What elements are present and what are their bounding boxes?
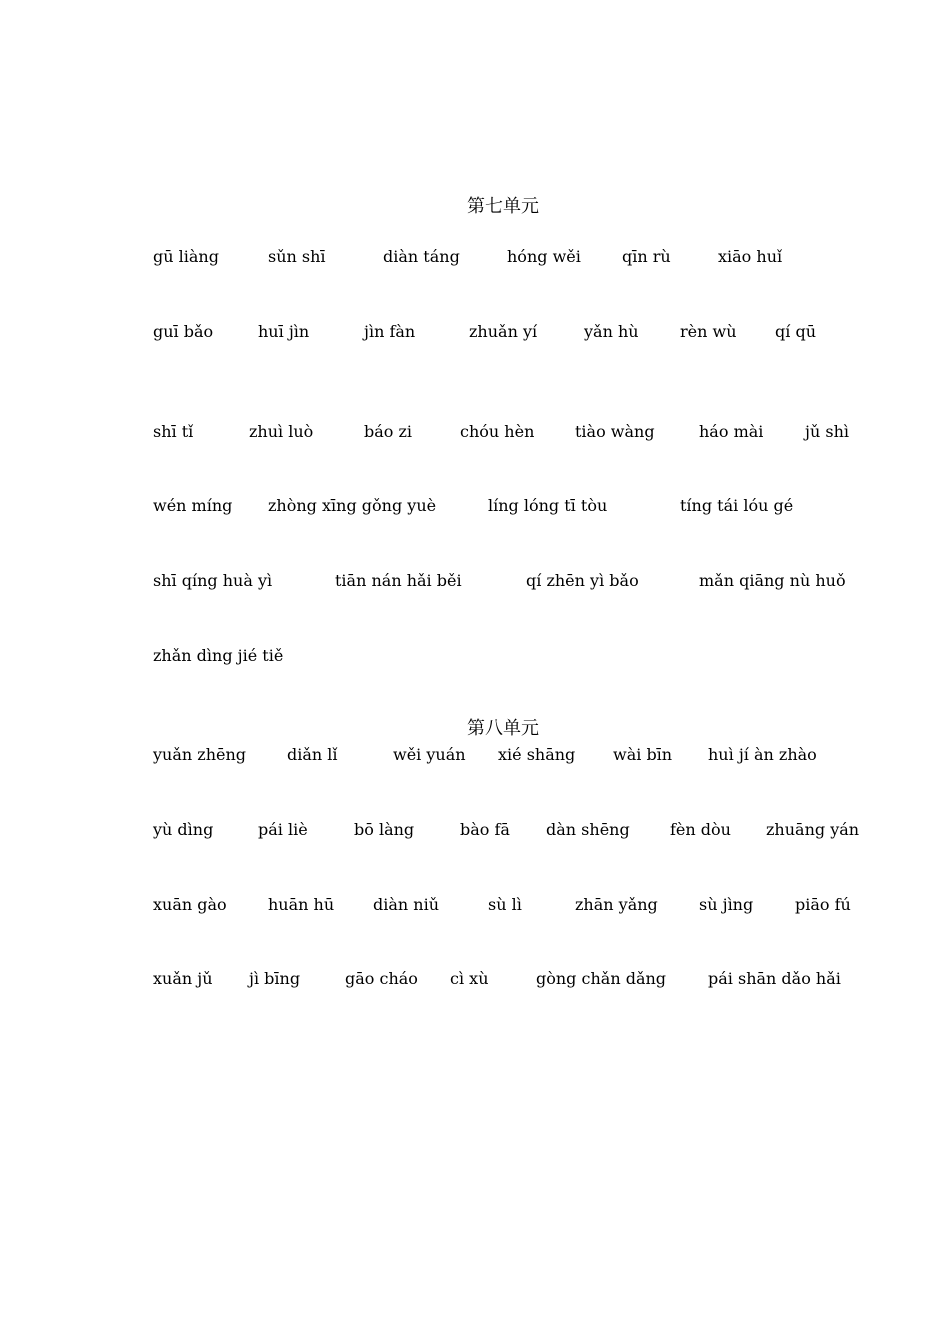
pinyin-word: xié shāng (498, 745, 576, 764)
pinyin-word: zhān yǎng (575, 895, 658, 914)
pinyin-word: zhòng xīng gǒng yuè (268, 496, 437, 515)
pinyin-word: yù dìng (153, 820, 214, 839)
pinyin-word: gū liàng (153, 247, 219, 266)
pinyin-word: zhuāng yán (766, 820, 860, 839)
pinyin-word: bō làng (354, 820, 415, 839)
pinyin-word: sǔn shī (268, 247, 326, 266)
pinyin-word: xuǎn jǔ (153, 969, 213, 988)
pinyin-word: tíng tái lóu gé (680, 496, 794, 515)
pinyin-word: báo zi (364, 422, 413, 441)
pinyin-word: jì bīng (249, 969, 301, 988)
pinyin-word: zhuì luò (249, 422, 314, 441)
pinyin-word: gòng chǎn dǎng (536, 969, 667, 988)
pinyin-word: tiào wàng (575, 422, 655, 441)
pinyin-word: mǎn qiāng nù huǒ (699, 571, 846, 590)
pinyin-word: cì xù (450, 969, 489, 988)
pinyin-word: huān hū (268, 895, 335, 914)
unit7-title: 第七单元 (467, 196, 539, 217)
pinyin-word: chóu hèn (460, 422, 535, 441)
pinyin-word: zhuǎn yí (469, 322, 538, 341)
pinyin-word: wěi yuán (393, 745, 466, 764)
pinyin-word: rèn wù (680, 322, 737, 341)
pinyin-word: yuǎn zhēng (153, 745, 247, 764)
pinyin-word: hóng wěi (507, 247, 581, 266)
pinyin-word: tiān nán hǎi běi (335, 571, 462, 590)
pinyin-word: jǔ shì (805, 422, 849, 441)
pinyin-word: guī bǎo (153, 322, 214, 341)
pinyin-word: xuān gào (153, 895, 227, 914)
pinyin-word: zhǎn dìng jié tiě (153, 646, 284, 665)
pinyin-word: wài bīn (613, 745, 673, 764)
pinyin-word: fèn dòu (670, 820, 731, 839)
pinyin-word: gāo cháo (345, 969, 418, 988)
pinyin-word: jìn fàn (364, 322, 416, 341)
pinyin-word: dàn shēng (546, 820, 630, 839)
pinyin-word: huì jí àn zhào (708, 745, 817, 764)
pinyin-word: yǎn hù (584, 322, 639, 341)
pinyin-word: piāo fú (795, 895, 851, 914)
pinyin-word: huī jìn (258, 322, 310, 341)
pinyin-word: qīn rù (622, 247, 671, 266)
pinyin-word: wén míng (153, 496, 233, 515)
pinyin-word: sù lì (488, 895, 522, 914)
pinyin-word: háo mài (699, 422, 764, 441)
pinyin-word: qí qū (775, 322, 816, 341)
pinyin-word: diàn táng (383, 247, 460, 266)
pinyin-word: xiāo huǐ (718, 247, 783, 266)
pinyin-word: qí zhēn yì bǎo (526, 571, 639, 590)
pinyin-word: bào fā (460, 820, 510, 839)
pinyin-word: líng lóng tī tòu (488, 496, 608, 515)
pinyin-word: shī qíng huà yì (153, 571, 273, 590)
pinyin-word: sù jìng (699, 895, 754, 914)
pinyin-word: shī tǐ (153, 422, 194, 441)
pinyin-word: diàn niǔ (373, 895, 440, 914)
pinyin-word: pái shān dǎo hǎi (708, 969, 841, 988)
unit8-title: 第八单元 (467, 718, 539, 739)
pinyin-word: pái liè (258, 820, 308, 839)
pinyin-word: diǎn lǐ (287, 745, 338, 764)
